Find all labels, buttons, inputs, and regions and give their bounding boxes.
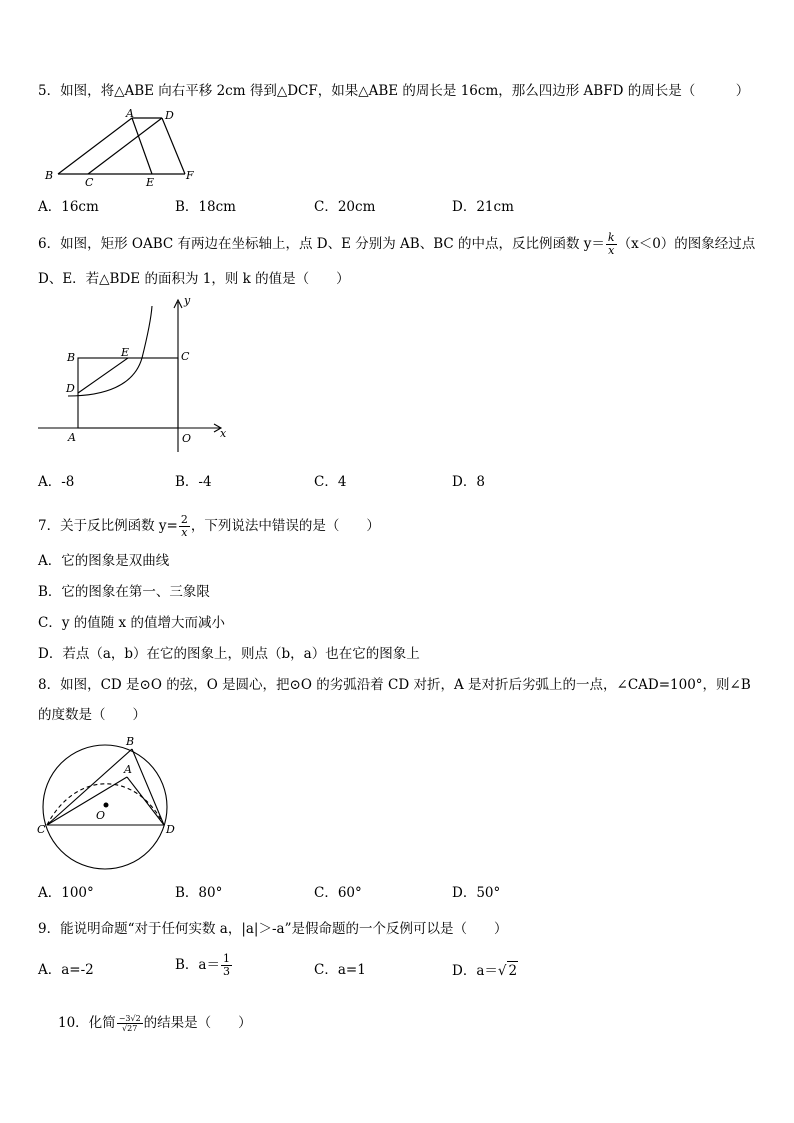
q8-stem: 8．如图，CD 是⊙O 的弦，O 是圆心，把⊙O 的劣弧沿着 CD 对折，A 是对折后劣弧上的一点，∠CAD=100°，则∠B	[38, 677, 751, 693]
q6-figure	[34, 294, 234, 454]
q6-label-d: D	[66, 382, 75, 395]
q6-label-a: A	[68, 431, 76, 444]
q9-option-b-num: 1	[222, 952, 230, 965]
q5-option-d: D．21cm	[452, 199, 514, 215]
q9-option-d-pre: D．a＝	[452, 963, 498, 979]
q8-option-c: C．60°	[314, 885, 362, 901]
q5-label-c: C	[85, 176, 94, 186]
q9-option-b-fraction	[221, 953, 232, 978]
q8-figure	[36, 735, 186, 875]
q8-option-b: B．80°	[175, 885, 223, 901]
q7-stem-post: ，下列说法中错误的是（ ）	[190, 518, 380, 534]
q5-label-b: B	[45, 169, 54, 182]
q6-frac-num: k	[607, 231, 615, 244]
q6-option-b: B．-4	[175, 474, 212, 490]
q7-choice-b: B．它的图象在第一、三象限	[38, 584, 210, 600]
q6-option-c: C．4	[314, 474, 347, 490]
q9-sqrt-sign: √	[497, 963, 507, 979]
q9-option-b-den: 3	[222, 965, 230, 978]
q8-option-d: D．50°	[452, 885, 501, 901]
q9-option-d	[452, 961, 518, 980]
q7-choice-d: D．若点（a，b）在它的图象上，则点（b，a）也在它的图象上	[38, 646, 420, 662]
q8-option-a: A．100°	[38, 885, 94, 901]
q5-label-f: F	[186, 169, 194, 182]
q6-label-e: E	[121, 346, 130, 359]
q5-option-c: C．20cm	[314, 199, 376, 215]
q8-stem-line2: 的度数是（ ）	[38, 707, 146, 723]
q10-stem	[58, 1014, 252, 1033]
q7-choice-c: C．y 的值随 x 的值增大而减小	[38, 615, 225, 631]
q9-option-c: C．a=1	[314, 962, 366, 978]
q10-frac-den: √27	[122, 1024, 138, 1033]
q7-frac-den: x	[181, 526, 188, 539]
q8-label-o: O	[96, 809, 106, 822]
q9-stem: 9．能说明命题“对于任何实数 a，|a|＞-a”是假命题的一个反例可以是（ ）	[38, 921, 508, 937]
q9-option-b-pre: B．a＝	[175, 957, 220, 973]
q6-label-x: x	[220, 427, 227, 440]
q7-stem-pre: 7．关于反比例函数 y=	[38, 518, 178, 534]
q8-label-c: C	[37, 823, 46, 836]
q5-option-a: A．16cm	[38, 199, 99, 215]
q10-stem-pre: 10．化简	[58, 1015, 116, 1031]
q6-stem-pre: 6．如图，矩形 OABC 有两边在坐标轴上，点 D、E 分别为 AB、BC 的中点，反比例函数 y＝	[38, 236, 605, 252]
q6-label-o: O	[182, 432, 192, 445]
q5-label-a: A	[126, 107, 134, 120]
q6-option-a: A．-8	[38, 474, 75, 490]
q9-option-a: A．a=-2	[38, 962, 94, 978]
q7-choice-a: A．它的图象是双曲线	[38, 553, 170, 569]
q10-fraction	[117, 1014, 143, 1033]
q6-label-b: B	[67, 351, 76, 364]
q9-option-b	[175, 953, 233, 978]
q6-label-y: y	[184, 294, 191, 307]
q6-fraction	[606, 232, 617, 257]
q6-stem	[38, 232, 755, 257]
q8-label-d: D	[166, 823, 175, 836]
q5-label-e: E	[146, 176, 155, 186]
q6-frac-den: x	[608, 244, 615, 257]
q5-figure	[40, 106, 210, 186]
q6-stem-line2: D、E．若△BDE 的面积为 1，则 k 的值是（ ）	[38, 271, 350, 287]
q6-label-c: C	[181, 350, 190, 363]
q5-option-b: B．18cm	[175, 199, 236, 215]
q10-frac-num: −3√2	[118, 1014, 141, 1023]
q7-frac-num: 2	[180, 513, 188, 526]
q5-stem: 5．如图，将△ABE 向右平移 2cm 得到△DCF，如果△ABE 的周长是 16cm，那么四边形 ABFD 的周长是（ ）	[38, 83, 750, 99]
q9-option-d-radicand: 2	[508, 963, 518, 979]
q7-stem	[38, 514, 380, 539]
q6-option-d: D．8	[452, 474, 485, 490]
q8-label-b: B	[126, 735, 135, 748]
q5-label-d: D	[165, 109, 174, 122]
q8-label-a: A	[124, 763, 132, 776]
q6-stem-post: （x＜0）的图象经过点	[617, 236, 756, 252]
q10-stem-post: 的结果是（ ）	[143, 1015, 252, 1031]
q7-fraction	[179, 514, 190, 539]
